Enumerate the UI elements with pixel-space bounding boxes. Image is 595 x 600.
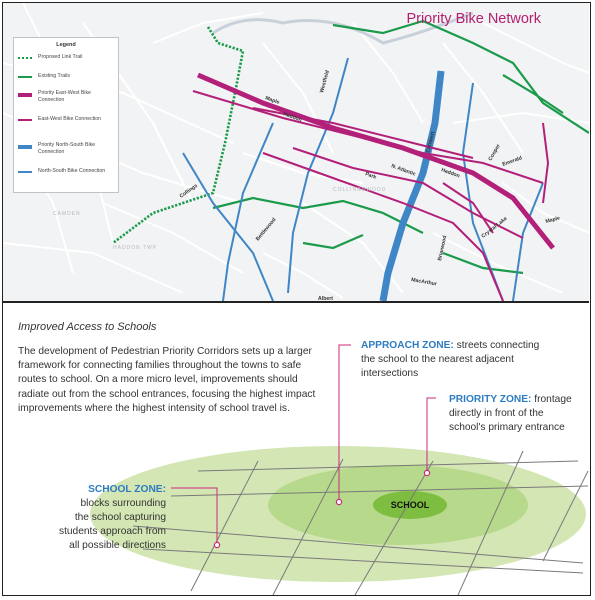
street-westfield: Westfield — [319, 69, 331, 94]
legend-item-ns — [18, 168, 110, 175]
legend-label: Priority North-South Bike Connection — [38, 142, 96, 155]
street-park: Park — [364, 171, 377, 181]
school-label: SCHOOL — [390, 500, 430, 510]
approach-zone-name: APPROACH ZONE: — [361, 340, 454, 351]
intro-paragraph: The development of Pedestrian Priority Corridors sets up a larger framework for connecting families throughout the towns to safe routes to school. On a more micro level, improvements should radiate out from the school entrances, focusing the highest impact improvements where the highest intensity of school travel is. — [18, 346, 316, 414]
street-albert: Albert — [318, 296, 333, 301]
place-camden: CAMDEN — [53, 211, 81, 217]
street-maple-n: Maple — [264, 95, 281, 106]
proposed-link-trail — [113, 27, 243, 243]
street-cooper: Cooper — [487, 143, 502, 162]
legend-label: East-West Bike Connection — [38, 116, 102, 122]
legend-label: Proposed Link Trail — [38, 54, 83, 60]
place-haddon-twp: HADDON TWP — [113, 245, 158, 251]
legend-title: Legend — [56, 42, 76, 48]
street-haddon-s: Haddon — [440, 167, 461, 180]
street-haddon-n: Haddon — [282, 111, 303, 124]
street-cuthbert: Cuthbert — [425, 131, 437, 154]
legend-item-proposed-link-trail — [18, 54, 110, 61]
legend-label: North-South Bike Connection — [38, 168, 106, 174]
approach-zone-line2: the school to the nearest adjacent — [361, 354, 514, 365]
street-briarwood: Briarwood — [437, 235, 449, 262]
priority-zone-callout — [449, 393, 572, 435]
legend-swatch — [18, 57, 32, 59]
school-zone-line4: all possible directions — [69, 540, 166, 551]
legend-item-existing-trails — [18, 73, 110, 80]
approach-zone-line1: streets connecting — [456, 340, 540, 351]
school-zone-line3: students approach from — [58, 526, 166, 537]
legend-item-ew — [18, 116, 110, 123]
priority-zone-line2: directly in front of the — [449, 408, 544, 419]
street-macarthur: MacArthur — [410, 277, 438, 288]
approach-zone-line3: intersections — [361, 368, 419, 379]
approach-zone-callout — [361, 339, 539, 381]
section-title: Improved Access to Schools — [18, 321, 157, 333]
street-emerald: Emerald — [501, 155, 523, 168]
legend-swatch — [18, 145, 32, 149]
school-zone-name: SCHOOL ZONE: — [88, 484, 166, 495]
street-crystal-lake: Crystal Lake — [480, 215, 509, 240]
legend-label: Priority East-West Bike Connection — [38, 90, 91, 103]
street-n-atlantic: N. Atlantic — [390, 163, 417, 178]
legend-label: Existing Trails — [38, 73, 70, 79]
priority-zone-line1: frontage — [534, 394, 572, 405]
school-zone-line2: the school capturing — [74, 512, 166, 523]
legend-item-priority-ew — [18, 90, 110, 103]
priority-zone-name: PRIORITY ZONE: — [449, 394, 532, 405]
school-zone-line1: blocks surrounding — [80, 498, 166, 509]
legend-swatch — [18, 119, 32, 121]
legend-swatch — [18, 76, 32, 78]
priority-zone-line3: school's primary entrance — [449, 422, 565, 433]
place-collingswood: COLLINGSWOOD — [333, 187, 387, 193]
map-title: Priority Bike Network — [406, 11, 541, 27]
legend-swatch — [18, 93, 32, 97]
street-maple-e: Maple — [544, 215, 561, 225]
school-zone-callout — [41, 483, 166, 553]
bike-network-map — [3, 3, 589, 301]
legend-swatch — [18, 171, 32, 173]
legend-item-priority-ns — [18, 142, 110, 155]
page-frame — [2, 2, 591, 596]
map-legend — [13, 37, 119, 193]
street-collings: Collings — [178, 182, 199, 200]
street-bettlewood: Bettlewood — [254, 217, 278, 243]
